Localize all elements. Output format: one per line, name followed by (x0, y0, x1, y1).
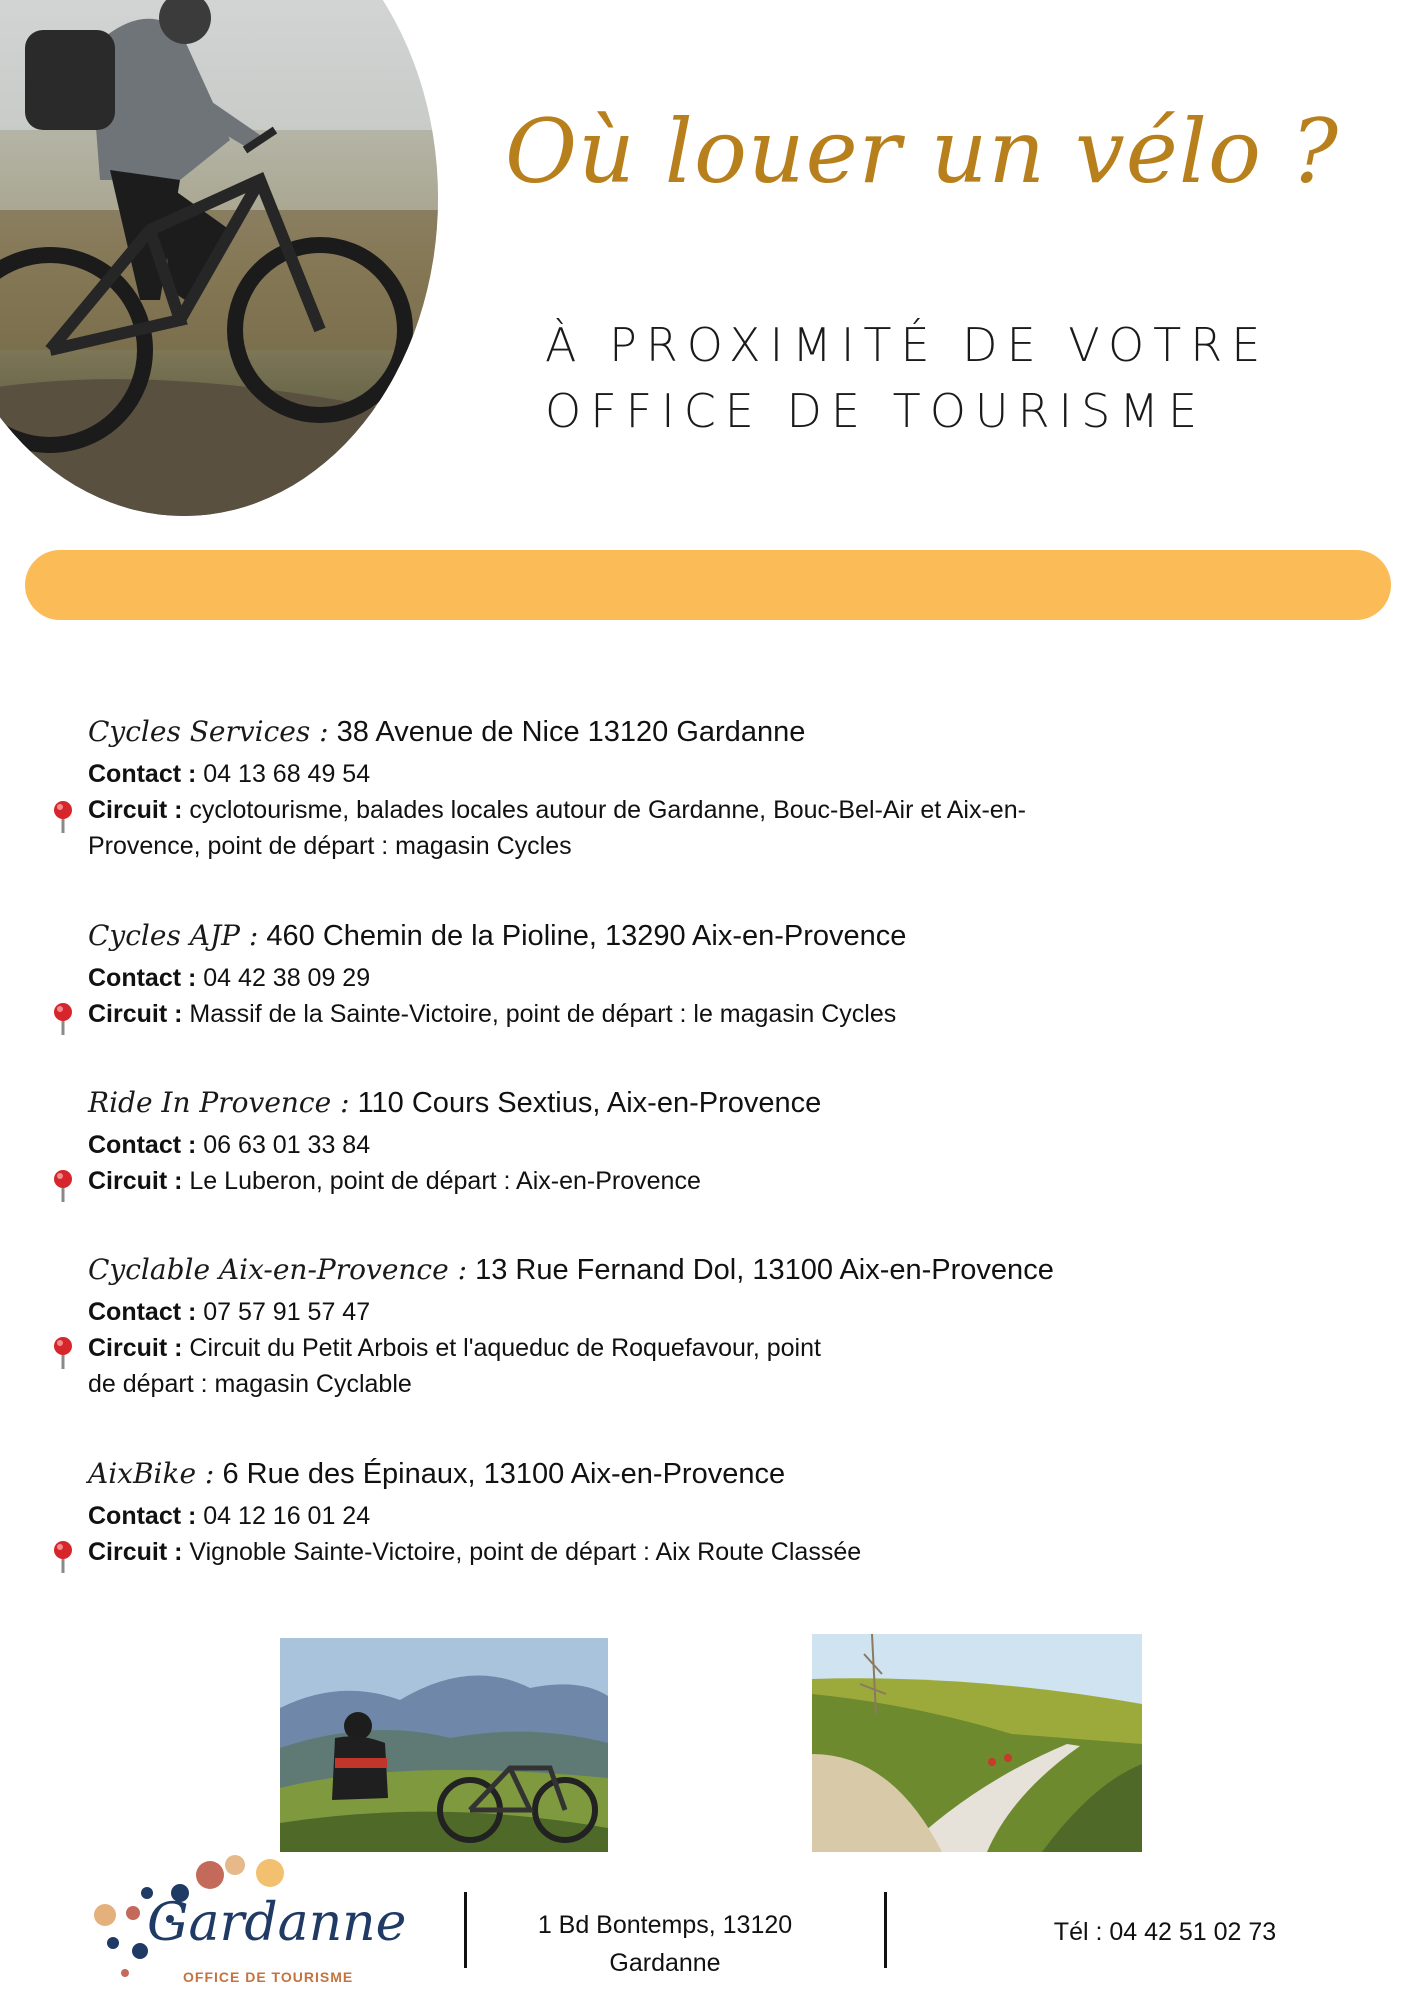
shop-address: 38 Avenue de Nice 13120 Gardanne (336, 716, 806, 748)
shop-address: 13 Rue Fernand Dol, 13100 Aix-en-Provence (475, 1254, 1054, 1286)
map-pin-icon (52, 800, 74, 834)
shop-address: 6 Rue des Épinaux, 13100 Aix-en-Provence (222, 1458, 786, 1490)
circuit-text-line-2: de départ : magasin Cyclable (88, 1370, 412, 1398)
circuit-text-line-1: Vignoble Sainte-Victoire, point de départ : Aix Route Classée (189, 1538, 862, 1566)
shop-name: AixBike : (88, 1457, 215, 1490)
shop-heading (88, 1454, 1328, 1494)
footer-address-line-2: Gardanne (609, 1949, 721, 1977)
circuit-label: Circuit : (88, 1334, 183, 1362)
circuit-label: Circuit : (88, 796, 183, 824)
shop-circuit (88, 792, 1328, 828)
shop-entry-aixbike (88, 1454, 1328, 1570)
map-pin-icon (52, 1336, 74, 1370)
contact-phone: 06 63 01 33 84 (203, 1131, 371, 1159)
footer-address (495, 1906, 835, 1982)
shop-contact (88, 960, 1328, 996)
map-pin-icon (52, 1169, 74, 1203)
shop-entry-cycles-ajp (88, 916, 1328, 1032)
contact-label: Contact : (88, 760, 197, 788)
footer-divider-right (884, 1892, 887, 1968)
cyclist-resting-mountains-photo (280, 1638, 608, 1852)
shop-contact (88, 1294, 1328, 1330)
shop-heading (88, 916, 1328, 956)
shop-address: 110 Cours Sextius, Aix-en-Provence (357, 1087, 822, 1119)
shop-entry-cycles-services (88, 712, 1328, 864)
shop-contact (88, 1127, 1328, 1163)
circuit-text-line-1: cyclotourisme, balades locales autour de Gardanne, Bouc-Bel-Air et Aix-en- (189, 796, 1026, 824)
shop-circuit (88, 1534, 1328, 1570)
circuit-label: Circuit : (88, 1000, 183, 1028)
logo-subtitle: OFFICE DE TOURISME (183, 1969, 354, 1985)
map-pin-icon (52, 1540, 74, 1574)
subtitle-line-2: OFFICE DE TOURISME (545, 384, 1207, 438)
contact-phone: 04 42 38 09 29 (203, 964, 371, 992)
contact-phone: 04 12 16 01 24 (203, 1502, 371, 1530)
map-pin-icon (52, 1002, 74, 1036)
contact-phone: 07 57 91 57 47 (203, 1298, 371, 1326)
gardanne-logo (85, 1853, 407, 1993)
circuit-text-line-1: Massif de la Sainte-Victoire, point de départ : le magasin Cycles (189, 1000, 897, 1028)
shop-heading (88, 1083, 1328, 1123)
contact-label: Contact : (88, 964, 197, 992)
page-title: Où louer un vélo ? (505, 100, 1340, 203)
contact-phone: 04 13 68 49 54 (203, 760, 371, 788)
shop-entry-ride-in-provence (88, 1083, 1328, 1199)
shop-entry-cyclable-aix (88, 1250, 1328, 1402)
circuit-text-line-1: Circuit du Petit Arbois et l'aqueduc de Roquefavour, point (189, 1334, 821, 1362)
circuit-text-line-2: Provence, point de départ : magasin Cycles (88, 832, 572, 860)
circuit-text-line-1: Le Luberon, point de départ : Aix-en-Provence (189, 1167, 701, 1195)
contact-label: Contact : (88, 1298, 197, 1326)
shop-name: Cycles AJP : (88, 919, 259, 952)
circuit-label: Circuit : (88, 1167, 183, 1195)
circuit-label: Circuit : (88, 1538, 183, 1566)
logo-wordmark: Gardanne (147, 1893, 407, 1953)
shop-heading (88, 712, 1328, 752)
page-subtitle (545, 312, 1365, 444)
contact-label: Contact : (88, 1502, 197, 1530)
shop-name: Cyclable Aix-en-Provence : (88, 1253, 468, 1286)
shop-circuit (88, 1163, 1328, 1199)
footer-phone: Tél : 04 42 51 02 73 (1053, 1918, 1277, 1946)
footer-divider-left (464, 1892, 467, 1968)
shop-circuit (88, 996, 1328, 1032)
contact-label: Contact : (88, 1131, 197, 1159)
shop-heading (88, 1250, 1328, 1290)
subtitle-line-1: À PROXIMITÉ DE VOTRE (545, 318, 1270, 372)
decorative-band (25, 550, 1391, 620)
footer-address-line-1: 1 Bd Bontemps, 13120 (537, 1911, 793, 1939)
hero-cyclist-photo (0, 0, 438, 516)
shop-address: 460 Chemin de la Pioline, 13290 Aix-en-Provence (266, 920, 907, 952)
shop-name: Ride In Provence : (88, 1086, 350, 1119)
cyclists-on-path-photo (812, 1634, 1142, 1852)
shop-name: Cycles Services : (88, 715, 329, 748)
shop-contact (88, 756, 1328, 792)
shop-contact (88, 1498, 1328, 1534)
shop-circuit (88, 1330, 1328, 1366)
